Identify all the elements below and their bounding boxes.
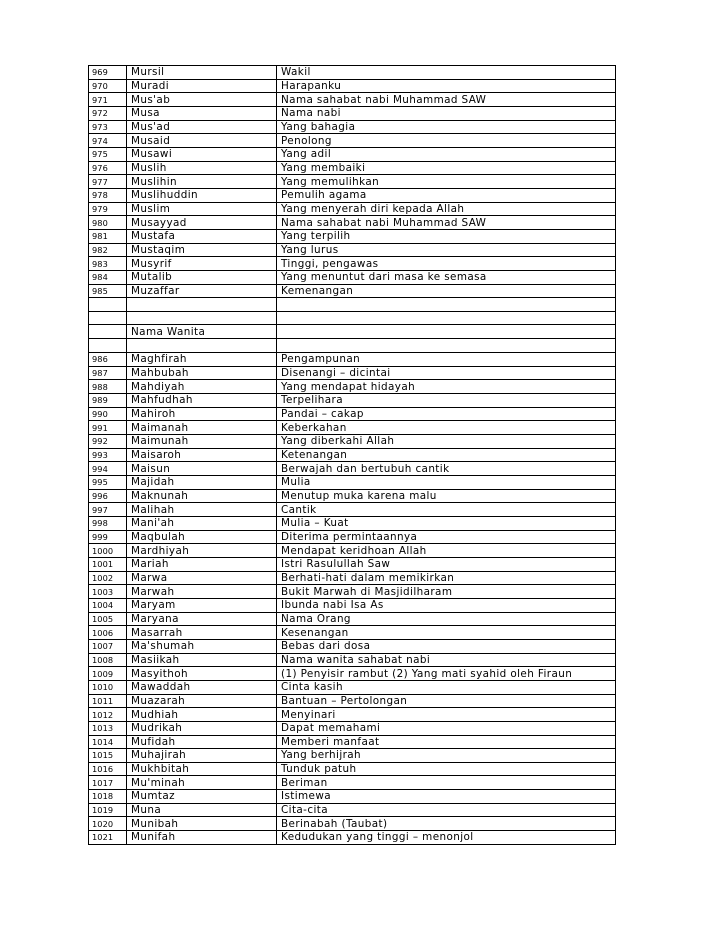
table-row [89, 708, 616, 722]
row-number: 997 [89, 503, 127, 517]
row-number: 985 [89, 284, 127, 298]
table-row [89, 530, 616, 544]
table-row [89, 626, 616, 640]
row-name: Masyithoh [127, 667, 277, 681]
row-meaning: Penolong [277, 134, 616, 148]
row-number: 1018 [89, 790, 127, 804]
row-name: Marwa [127, 571, 277, 585]
row-number: 988 [89, 380, 127, 394]
row-meaning: Disenangi – dicintai [277, 366, 616, 380]
row-meaning: Tunduk patuh [277, 762, 616, 776]
table-row [89, 202, 616, 216]
table-row [89, 790, 616, 804]
row-meaning: Yang membaiki [277, 161, 616, 175]
table-row [89, 270, 616, 284]
table-row [89, 243, 616, 257]
table-row [89, 120, 616, 134]
row-meaning: Yang berhijrah [277, 749, 616, 763]
row-name: Maimunah [127, 435, 277, 449]
table-row [89, 776, 616, 790]
row-meaning: Mendapat keridhoan Allah [277, 544, 616, 558]
row-number: 984 [89, 270, 127, 284]
row-meaning: Pengampunan [277, 353, 616, 367]
table-row [89, 803, 616, 817]
row-number: 970 [89, 79, 127, 93]
row-number: 1003 [89, 585, 127, 599]
row-meaning: Cita-cita [277, 803, 616, 817]
row-number: 1019 [89, 803, 127, 817]
row-number: 999 [89, 530, 127, 544]
row-number: 1013 [89, 721, 127, 735]
table-row [89, 503, 616, 517]
row-meaning: Bantuan – Pertolongan [277, 694, 616, 708]
row-meaning: Yang menyerah diri kepada Allah [277, 202, 616, 216]
table-row [89, 366, 616, 380]
row-name: Muslihuddin [127, 188, 277, 202]
row-name: Mahfudhah [127, 394, 277, 408]
row-meaning: Harapanku [277, 79, 616, 93]
row-meaning: Memberi manfaat [277, 735, 616, 749]
row-name: Maryana [127, 612, 277, 626]
male-names-section [89, 66, 616, 298]
row-meaning: Istri Rasulullah Saw [277, 557, 616, 571]
table-row [89, 557, 616, 571]
table-row [89, 749, 616, 763]
table-row [89, 735, 616, 749]
table-row [89, 257, 616, 271]
row-name: Ma'shumah [127, 639, 277, 653]
row-number: 1007 [89, 639, 127, 653]
row-meaning: Ibunda nabi Isa As [277, 598, 616, 612]
row-number: 996 [89, 489, 127, 503]
row-number: 1002 [89, 571, 127, 585]
table-row [89, 380, 616, 394]
table-row [89, 161, 616, 175]
row-name: Muhajirah [127, 749, 277, 763]
row-name: Maisun [127, 462, 277, 476]
row-number: 982 [89, 243, 127, 257]
row-number: 1014 [89, 735, 127, 749]
row-meaning: Dapat memahami [277, 721, 616, 735]
names-sheet [88, 65, 615, 845]
row-meaning: Bebas dari dosa [277, 639, 616, 653]
row-meaning: (1) Penyisir rambut (2) Yang mati syahid oleh Firaun [277, 667, 616, 681]
row-name: Mustafa [127, 229, 277, 243]
row-name: Muslim [127, 202, 277, 216]
names-table [88, 65, 616, 845]
row-name: Mutalib [127, 270, 277, 284]
row-number: 981 [89, 229, 127, 243]
row-meaning: Wakil [277, 66, 616, 80]
table-row [89, 721, 616, 735]
row-meaning: Mulia [277, 476, 616, 490]
row-number: 1008 [89, 653, 127, 667]
row-number: 1001 [89, 557, 127, 571]
table-row [89, 448, 616, 462]
row-meaning: Beriman [277, 776, 616, 790]
table-row [89, 653, 616, 667]
table-row [89, 680, 616, 694]
row-number: 990 [89, 407, 127, 421]
table-row [89, 817, 616, 831]
row-number: 1015 [89, 749, 127, 763]
row-number: 969 [89, 66, 127, 80]
row-meaning: Cinta kasih [277, 680, 616, 694]
row-name: Mani'ah [127, 517, 277, 531]
table-row [89, 544, 616, 558]
table-row [89, 394, 616, 408]
row-name: Masarrah [127, 626, 277, 640]
table-row [89, 585, 616, 599]
row-number: 992 [89, 435, 127, 449]
row-number: 1010 [89, 680, 127, 694]
row-name: Mahiroh [127, 407, 277, 421]
row-name: Munifah [127, 831, 277, 845]
row-name: Maisaroh [127, 448, 277, 462]
row-meaning: Yang menuntut dari masa ke semasa [277, 270, 616, 284]
row-meaning: Pemulih agama [277, 188, 616, 202]
row-name: Muslih [127, 161, 277, 175]
row-number: 974 [89, 134, 127, 148]
row-number: 993 [89, 448, 127, 462]
row-number: 1016 [89, 762, 127, 776]
row-number: 983 [89, 257, 127, 271]
row-name: Maimanah [127, 421, 277, 435]
row-meaning: Nama wanita sahabat nabi [277, 653, 616, 667]
row-name: Mukhbitah [127, 762, 277, 776]
table-row [89, 353, 616, 367]
row-name: Mumtaz [127, 790, 277, 804]
row-name: Mustaqim [127, 243, 277, 257]
row-name: Musa [127, 106, 277, 120]
table-row [89, 462, 616, 476]
row-meaning: Kemenangan [277, 284, 616, 298]
row-meaning: Istimewa [277, 790, 616, 804]
row-meaning: Yang terpilih [277, 229, 616, 243]
row-name: Mus'ab [127, 93, 277, 107]
table-row [89, 421, 616, 435]
row-number: 1006 [89, 626, 127, 640]
row-meaning: Mulia – Kuat [277, 517, 616, 531]
row-meaning: Menyinari [277, 708, 616, 722]
row-name: Mardhiyah [127, 544, 277, 558]
row-name: Musyrif [127, 257, 277, 271]
table-row [89, 79, 616, 93]
row-name: Muna [127, 803, 277, 817]
row-name: Marwah [127, 585, 277, 599]
row-name: Maryam [127, 598, 277, 612]
row-meaning: Menutup muka karena malu [277, 489, 616, 503]
row-number: 1021 [89, 831, 127, 845]
row-number: 980 [89, 216, 127, 230]
row-number: 1012 [89, 708, 127, 722]
table-row [89, 831, 616, 845]
row-name: Musaid [127, 134, 277, 148]
row-name: Muzaffar [127, 284, 277, 298]
table-row [89, 667, 616, 681]
section-spacer [89, 298, 616, 353]
table-row [89, 147, 616, 161]
row-name: Muradi [127, 79, 277, 93]
row-meaning: Nama sahabat nabi Muhammad SAW [277, 93, 616, 107]
row-number: 971 [89, 93, 127, 107]
spacer-row [89, 339, 616, 353]
row-name: Musayyad [127, 216, 277, 230]
row-meaning: Bukit Marwah di Masjidilharam [277, 585, 616, 599]
row-name: Mariah [127, 557, 277, 571]
table-row [89, 762, 616, 776]
table-row [89, 435, 616, 449]
row-name: Maqbulah [127, 530, 277, 544]
row-number: 998 [89, 517, 127, 531]
row-name: Mawaddah [127, 680, 277, 694]
row-name: Malihah [127, 503, 277, 517]
row-name: Mu'minah [127, 776, 277, 790]
row-number: 1000 [89, 544, 127, 558]
row-meaning: Nama nabi [277, 106, 616, 120]
row-name: Mus'ad [127, 120, 277, 134]
table-row [89, 106, 616, 120]
row-number: 1017 [89, 776, 127, 790]
row-meaning: Keberkahan [277, 421, 616, 435]
table-row [89, 407, 616, 421]
table-row [89, 216, 616, 230]
row-number: 979 [89, 202, 127, 216]
row-name: Mahdiyah [127, 380, 277, 394]
row-number: 1009 [89, 667, 127, 681]
row-name: Mursil [127, 66, 277, 80]
row-number: 1005 [89, 612, 127, 626]
row-meaning: Terpelihara [277, 394, 616, 408]
table-row [89, 66, 616, 80]
table-row [89, 612, 616, 626]
section-heading-row [89, 325, 616, 339]
table-row [89, 134, 616, 148]
row-meaning: Yang bahagia [277, 120, 616, 134]
row-number: 977 [89, 175, 127, 189]
table-row [89, 284, 616, 298]
row-meaning: Kedudukan yang tinggi – menonjol [277, 831, 616, 845]
row-meaning: Ketenangan [277, 448, 616, 462]
row-meaning: Nama sahabat nabi Muhammad SAW [277, 216, 616, 230]
row-meaning: Yang memulihkan [277, 175, 616, 189]
row-name: Munibah [127, 817, 277, 831]
table-row [89, 639, 616, 653]
table-row [89, 188, 616, 202]
section-heading: Nama Wanita [127, 325, 277, 339]
row-meaning: Yang lurus [277, 243, 616, 257]
spacer-row [89, 298, 616, 312]
table-row [89, 598, 616, 612]
row-name: Muslihin [127, 175, 277, 189]
row-name: Masiikah [127, 653, 277, 667]
row-number: 975 [89, 147, 127, 161]
row-number: 978 [89, 188, 127, 202]
row-name: Mudhiah [127, 708, 277, 722]
row-meaning: Berinabah (Taubat) [277, 817, 616, 831]
table-row [89, 517, 616, 531]
row-number: 972 [89, 106, 127, 120]
row-name: Mudrikah [127, 721, 277, 735]
row-meaning: Yang mendapat hidayah [277, 380, 616, 394]
row-number: 986 [89, 353, 127, 367]
row-number: 987 [89, 366, 127, 380]
row-name: Maghfirah [127, 353, 277, 367]
row-meaning: Cantik [277, 503, 616, 517]
row-meaning: Diterima permintaannya [277, 530, 616, 544]
table-row [89, 476, 616, 490]
row-number: 973 [89, 120, 127, 134]
row-name: Muazarah [127, 694, 277, 708]
table-row [89, 571, 616, 585]
row-meaning: Berhati-hati dalam memikirkan [277, 571, 616, 585]
row-number: 991 [89, 421, 127, 435]
table-row [89, 489, 616, 503]
female-names-section [89, 353, 616, 845]
row-meaning: Tinggi, pengawas [277, 257, 616, 271]
row-number: 995 [89, 476, 127, 490]
row-name: Majidah [127, 476, 277, 490]
row-meaning: Pandai – cakap [277, 407, 616, 421]
row-number: 994 [89, 462, 127, 476]
row-name: Musawi [127, 147, 277, 161]
table-row [89, 93, 616, 107]
table-row [89, 229, 616, 243]
row-number: 989 [89, 394, 127, 408]
row-meaning: Berwajah dan bertubuh cantik [277, 462, 616, 476]
row-meaning: Yang adil [277, 147, 616, 161]
row-meaning: Yang diberkahi Allah [277, 435, 616, 449]
table-row [89, 175, 616, 189]
row-number: 1020 [89, 817, 127, 831]
row-number: 1004 [89, 598, 127, 612]
row-number: 1011 [89, 694, 127, 708]
spacer-row [89, 311, 616, 325]
row-number: 976 [89, 161, 127, 175]
row-meaning: Nama Orang [277, 612, 616, 626]
row-name: Maknunah [127, 489, 277, 503]
row-name: Mufidah [127, 735, 277, 749]
table-row [89, 694, 616, 708]
row-meaning: Kesenangan [277, 626, 616, 640]
row-name: Mahbubah [127, 366, 277, 380]
